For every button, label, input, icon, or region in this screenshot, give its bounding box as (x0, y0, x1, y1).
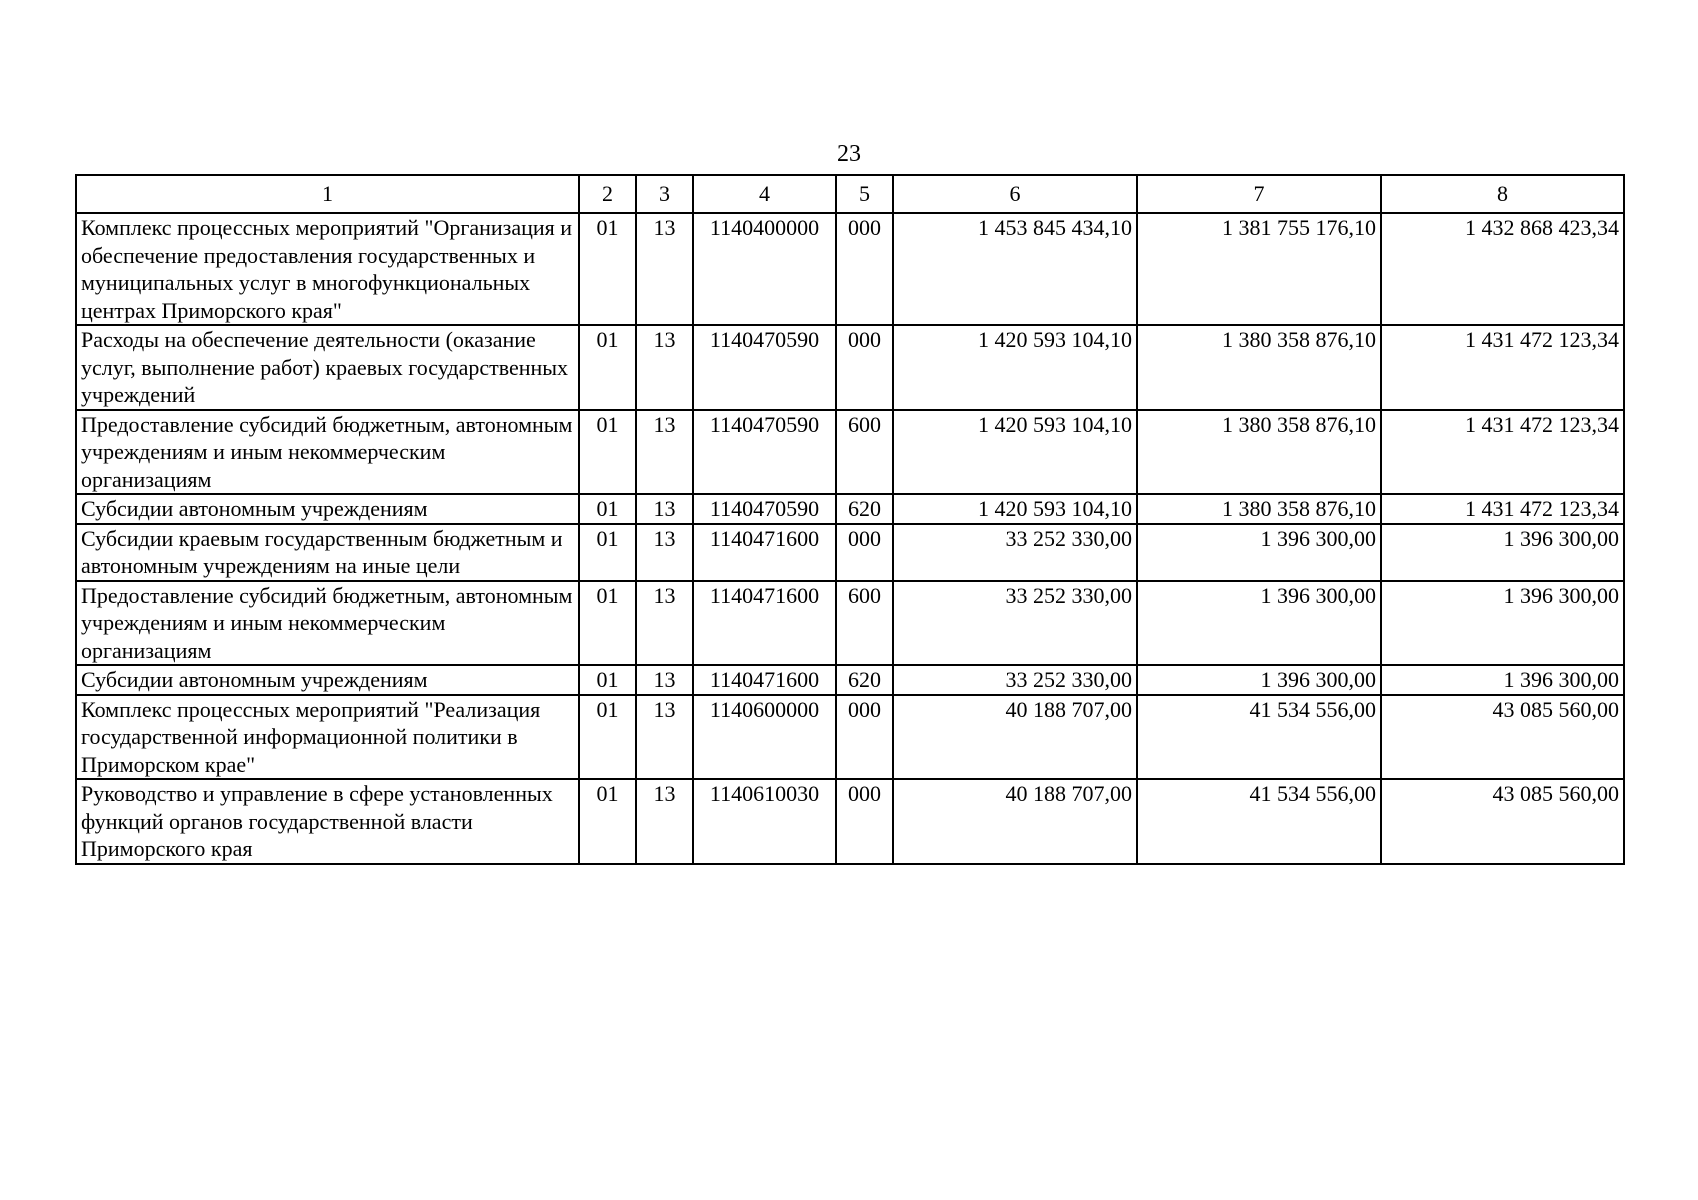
subsection-code: 13 (636, 695, 693, 780)
subsection-code: 13 (636, 213, 693, 325)
row-name: Комплекс процессных мероприятий "Реализация государственной информационной политики в Приморском крае" (76, 695, 579, 780)
subsection-code: 13 (636, 779, 693, 864)
row-name: Субсидии краевым государственным бюджетным и автономным учреждениям на иные цели (76, 524, 579, 581)
amount-col-6: 1 453 845 434,10 (893, 213, 1137, 325)
table-row (76, 524, 1624, 581)
amount-col-8: 1 432 868 423,34 (1381, 213, 1624, 325)
section-code: 01 (579, 213, 636, 325)
target-article-code: 1140471600 (693, 665, 836, 695)
table-row (76, 494, 1624, 524)
table-row (76, 581, 1624, 666)
expense-type-code: 000 (836, 325, 893, 410)
row-name: Руководство и управление в сфере установленных функций органов государственной власти Приморского края (76, 779, 579, 864)
amount-col-6: 40 188 707,00 (893, 779, 1137, 864)
table-row (76, 410, 1624, 495)
amount-col-7: 1 380 358 876,10 (1137, 325, 1381, 410)
subsection-code: 13 (636, 494, 693, 524)
amount-col-7: 1 380 358 876,10 (1137, 494, 1381, 524)
subsection-code: 13 (636, 410, 693, 495)
section-code: 01 (579, 665, 636, 695)
expense-type-code: 000 (836, 779, 893, 864)
column-header-1: 1 (76, 175, 579, 213)
amount-col-7: 1 396 300,00 (1137, 524, 1381, 581)
budget-table (75, 174, 1625, 865)
amount-col-8: 1 431 472 123,34 (1381, 410, 1624, 495)
section-code: 01 (579, 524, 636, 581)
expense-type-code: 600 (836, 410, 893, 495)
expense-type-code: 600 (836, 581, 893, 666)
expense-type-code: 620 (836, 494, 893, 524)
row-name: Предоставление субсидий бюджетным, автономным учреждениям и иным некоммерческим организациям (76, 581, 579, 666)
section-code: 01 (579, 779, 636, 864)
column-header-7: 7 (1137, 175, 1381, 213)
subsection-code: 13 (636, 524, 693, 581)
target-article-code: 1140400000 (693, 213, 836, 325)
target-article-code: 1140470590 (693, 494, 836, 524)
row-name: Расходы на обеспечение деятельности (оказание услуг, выполнение работ) краевых государственных учреждений (76, 325, 579, 410)
amount-col-6: 33 252 330,00 (893, 581, 1137, 666)
target-article-code: 1140471600 (693, 524, 836, 581)
table-row (76, 695, 1624, 780)
amount-col-8: 1 396 300,00 (1381, 665, 1624, 695)
row-name: Субсидии автономным учреждениям (76, 665, 579, 695)
amount-col-6: 1 420 593 104,10 (893, 410, 1137, 495)
amount-col-6: 1 420 593 104,10 (893, 494, 1137, 524)
table-row (76, 325, 1624, 410)
subsection-code: 13 (636, 581, 693, 666)
expense-type-code: 000 (836, 695, 893, 780)
subsection-code: 13 (636, 665, 693, 695)
subsection-code: 13 (636, 325, 693, 410)
table-row (76, 665, 1624, 695)
table-row (76, 213, 1624, 325)
amount-col-6: 33 252 330,00 (893, 665, 1137, 695)
amount-col-7: 41 534 556,00 (1137, 779, 1381, 864)
section-code: 01 (579, 581, 636, 666)
column-header-4: 4 (693, 175, 836, 213)
amount-col-7: 1 396 300,00 (1137, 665, 1381, 695)
target-article-code: 1140470590 (693, 410, 836, 495)
expense-type-code: 000 (836, 524, 893, 581)
amount-col-6: 33 252 330,00 (893, 524, 1137, 581)
row-name: Комплекс процессных мероприятий "Организация и обеспечение предоставления государственных и муниципальных услуг в многофункциональных центрах Приморского края" (76, 213, 579, 325)
column-header-6: 6 (893, 175, 1137, 213)
target-article-code: 1140600000 (693, 695, 836, 780)
amount-col-7: 1 381 755 176,10 (1137, 213, 1381, 325)
row-name: Субсидии автономным учреждениям (76, 494, 579, 524)
table-row (76, 779, 1624, 864)
column-header-3: 3 (636, 175, 693, 213)
amount-col-8: 43 085 560,00 (1381, 695, 1624, 780)
amount-col-6: 40 188 707,00 (893, 695, 1137, 780)
section-code: 01 (579, 494, 636, 524)
expense-type-code: 620 (836, 665, 893, 695)
target-article-code: 1140470590 (693, 325, 836, 410)
amount-col-7: 1 380 358 876,10 (1137, 410, 1381, 495)
column-header-5: 5 (836, 175, 893, 213)
amount-col-8: 1 396 300,00 (1381, 524, 1624, 581)
target-article-code: 1140471600 (693, 581, 836, 666)
amount-col-7: 41 534 556,00 (1137, 695, 1381, 780)
amount-col-8: 1 396 300,00 (1381, 581, 1624, 666)
amount-col-8: 1 431 472 123,34 (1381, 325, 1624, 410)
expense-type-code: 000 (836, 213, 893, 325)
column-header-8: 8 (1381, 175, 1624, 213)
amount-col-8: 43 085 560,00 (1381, 779, 1624, 864)
column-header-2: 2 (579, 175, 636, 213)
table-header-row (76, 175, 1624, 213)
section-code: 01 (579, 325, 636, 410)
amount-col-7: 1 396 300,00 (1137, 581, 1381, 666)
section-code: 01 (579, 695, 636, 780)
row-name: Предоставление субсидий бюджетным, автономным учреждениям и иным некоммерческим организациям (76, 410, 579, 495)
target-article-code: 1140610030 (693, 779, 836, 864)
amount-col-6: 1 420 593 104,10 (893, 325, 1137, 410)
amount-col-8: 1 431 472 123,34 (1381, 494, 1624, 524)
section-code: 01 (579, 410, 636, 495)
page-number: 23 (837, 141, 861, 167)
